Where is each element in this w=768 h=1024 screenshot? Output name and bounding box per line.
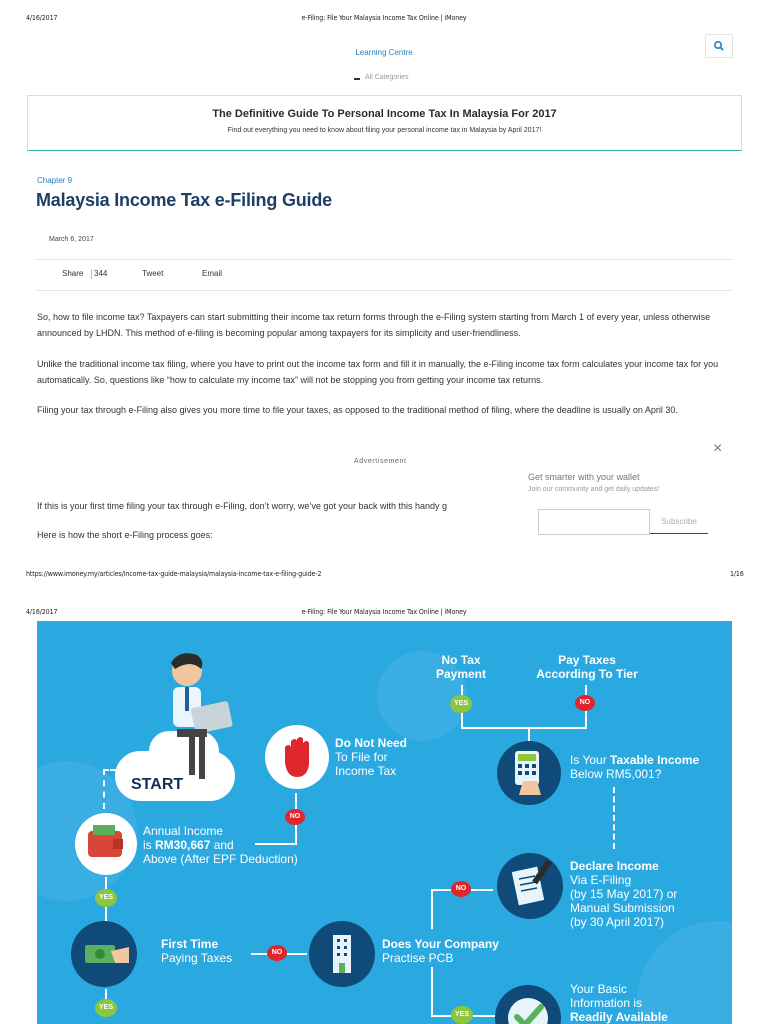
share-bar — [36, 269, 732, 281]
print-date: 4/16/2017 — [26, 14, 58, 22]
stop-hand-icon — [265, 725, 329, 789]
article-title: Malaysia Income Tax e-Filing Guide — [36, 190, 332, 210]
annual-income-post: and — [210, 838, 234, 852]
yes-connector — [461, 713, 463, 727]
branch-connector — [431, 889, 451, 891]
do-not-need-text — [335, 736, 407, 778]
calculator-icon — [497, 741, 561, 805]
yes-connector — [105, 989, 107, 999]
search-button[interactable] — [705, 34, 733, 58]
no-badge: NO — [267, 945, 287, 961]
search-icon — [706, 35, 732, 57]
popup-close-icon[interactable]: × — [713, 440, 723, 457]
yes-badge: YES — [450, 695, 472, 713]
branch-connector — [431, 1015, 451, 1017]
divider-top — [36, 259, 732, 260]
yes-connector — [461, 685, 463, 695]
money-circle — [71, 921, 137, 987]
no-tax-line-1: No Tax — [441, 653, 481, 667]
start-label: START — [131, 776, 184, 793]
paragraph-2: Unlike the traditional income tax filing, where you have to print out the income tax form and fill it in manually, the e-Filing income tax form calculates your income tax for you automatically. So, questions like “how to calculate my income tax” will not be stopping you from getting your income tax returns. — [37, 359, 719, 385]
declare-line-5: (by 30 April 2017) — [570, 915, 665, 929]
first-time-line-1: First Time — [161, 937, 219, 951]
first-time-text — [161, 937, 232, 965]
declare-line-4: Manual Submission — [570, 901, 675, 915]
pay-taxes-text — [525, 653, 649, 681]
paragraph-3: Filing your tax through e-Filing also gives you more time to file your taxes, as opposed to the traditional method of filing, where the deadline is usually on April 30. — [37, 405, 678, 415]
subscribe-button[interactable]: Subscribe — [650, 511, 708, 534]
no-tax-text — [431, 653, 491, 681]
calculator-circle — [497, 741, 561, 805]
taxable-income-line-1 — [570, 753, 699, 767]
declare-income-text — [570, 859, 677, 929]
no-connector — [295, 825, 297, 843]
popup-subtitle: Join our community and get daily updates! — [528, 486, 660, 493]
document-pen-icon — [497, 853, 563, 919]
building-icon — [309, 921, 375, 987]
annual-income-epf: After EPF Deduction) — [184, 852, 298, 866]
basic-info-line-1: Your Basic — [570, 982, 627, 996]
annual-income-above: Above ( — [143, 852, 185, 866]
popup-email-input[interactable] — [538, 509, 650, 535]
guide-card-subtitle: Find out everything you need to know about filing your personal income tax in Malaysia by April 2017! — [227, 127, 542, 134]
efiling-infographic — [37, 621, 732, 1024]
tweet-button[interactable]: Tweet — [142, 269, 164, 278]
start-connector — [103, 769, 123, 771]
yes-connector — [105, 877, 107, 889]
popup-title: Get smarter with your wallet — [528, 472, 640, 482]
branch-connector — [431, 889, 433, 929]
tier-connector — [461, 727, 587, 729]
checkmark-icon — [495, 985, 561, 1024]
article-date: March 6, 2017 — [49, 236, 94, 243]
chapter-label[interactable]: Chapter 9 — [37, 176, 73, 185]
pay-taxes-line-2: According To Tier — [536, 667, 638, 681]
yes-connector — [473, 1015, 495, 1017]
document-circle — [497, 853, 563, 919]
company-line-2: Practise PCB — [382, 951, 454, 965]
no-connector — [255, 843, 297, 845]
start-connector — [103, 769, 105, 809]
no-badge: NO — [575, 695, 595, 711]
pay-taxes-line-1: Pay Taxes — [558, 653, 616, 667]
paragraph-1: So, how to file income tax? Taxpayers can start submitting their income tax return forms through the e-Filing system starting from March 1 of every year, unless otherwise announced by LHDN. This method of e-filing is becoming popular among taxpayers for its simplicity and user-friendliness. — [37, 312, 711, 338]
declare-line-2: Via E-Filing — [570, 873, 632, 887]
branch-connector — [471, 889, 493, 891]
declare-line-3: (by 15 May 2017) or — [570, 887, 678, 901]
divider-bottom — [36, 290, 732, 291]
basic-info-line-2: Information is — [570, 996, 643, 1010]
declare-line-1: Declare Income — [570, 859, 659, 873]
building-circle — [309, 921, 375, 987]
no-tax-line-2: Payment — [435, 667, 487, 681]
taxable-income-bold: Taxable Income — [610, 753, 700, 767]
category-menu-icon — [354, 78, 360, 80]
print-doc-title: e-Filing: File Your Malaysia Income Tax Online | iMoney — [301, 14, 467, 22]
share-button[interactable]: Share — [62, 269, 84, 278]
print-doc-title-2: e-Filing: File Your Malaysia Income Tax Online | iMoney — [301, 608, 467, 616]
yes-connector — [105, 907, 107, 921]
no-badge: NO — [285, 809, 305, 825]
guide-card[interactable] — [27, 95, 742, 151]
do-not-need-line-2: To File for — [335, 750, 388, 764]
paragraph-process: Here is how the short e-Filing process goes: — [37, 530, 213, 540]
basic-info-text — [570, 982, 668, 1024]
checkmark-circle — [495, 985, 561, 1024]
annual-income-text — [143, 824, 298, 866]
taxable-income-pre: Is Your — [570, 753, 611, 767]
no-connector — [287, 953, 307, 955]
paragraph-first-time: If this is your first time filing your tax through e-Filing, don’t worry, we’ve got your back with this handy g — [37, 501, 448, 511]
taxable-income-text — [570, 753, 699, 781]
company-pcb-text — [382, 937, 499, 965]
advertisement-label: Advertisement — [354, 458, 407, 465]
declare-connector — [613, 787, 615, 849]
do-not-need-line-1: Do Not Need — [335, 736, 407, 750]
money-icon — [71, 921, 137, 987]
no-connector — [251, 953, 267, 955]
first-time-line-2: Paying Taxes — [161, 951, 233, 965]
wallet-icon — [75, 813, 137, 875]
print-footer-page: 1/16 — [730, 570, 744, 578]
wallet-circle — [75, 813, 137, 875]
annual-income-amount: RM30,667 — [155, 838, 211, 852]
taxable-income-line-2: Below RM5,001? — [570, 767, 662, 781]
learning-centre-link[interactable]: Learning Centre — [355, 48, 413, 57]
no-connector — [585, 685, 587, 695]
print-date-2: 4/16/2017 — [26, 608, 58, 616]
no-badge: NO — [451, 881, 471, 897]
share-count-divider — [91, 269, 92, 279]
annual-income-pre: is — [143, 838, 155, 852]
yes-badge: YES — [95, 889, 117, 907]
yes-badge: YES — [451, 1006, 473, 1024]
hand-circle — [265, 725, 329, 789]
email-button[interactable]: Email — [202, 269, 223, 278]
share-count: 344 — [94, 269, 108, 278]
yes-badge: YES — [95, 999, 117, 1017]
annual-income-line-1: Annual Income — [143, 824, 224, 838]
print-footer-url: https://www.imoney.my/articles/income-tax-guide-malaysia/malaysia-income-tax-e-filing-guide-2 — [26, 570, 322, 578]
all-categories-link[interactable]: All Categories — [365, 74, 409, 81]
guide-card-title[interactable]: The Definitive Guide To Personal Income Tax In Malaysia For 2017 — [212, 108, 557, 120]
annual-income-line-3 — [143, 852, 298, 866]
basic-info-line-3: Readily Available — [570, 1010, 668, 1024]
annual-income-line-2 — [143, 838, 298, 852]
do-not-need-line-3: Income Tax — [335, 764, 397, 778]
tier-connector — [528, 727, 530, 741]
no-connector — [585, 711, 587, 727]
branch-connector — [431, 967, 433, 1015]
company-line-1: Does Your Company — [382, 937, 499, 951]
